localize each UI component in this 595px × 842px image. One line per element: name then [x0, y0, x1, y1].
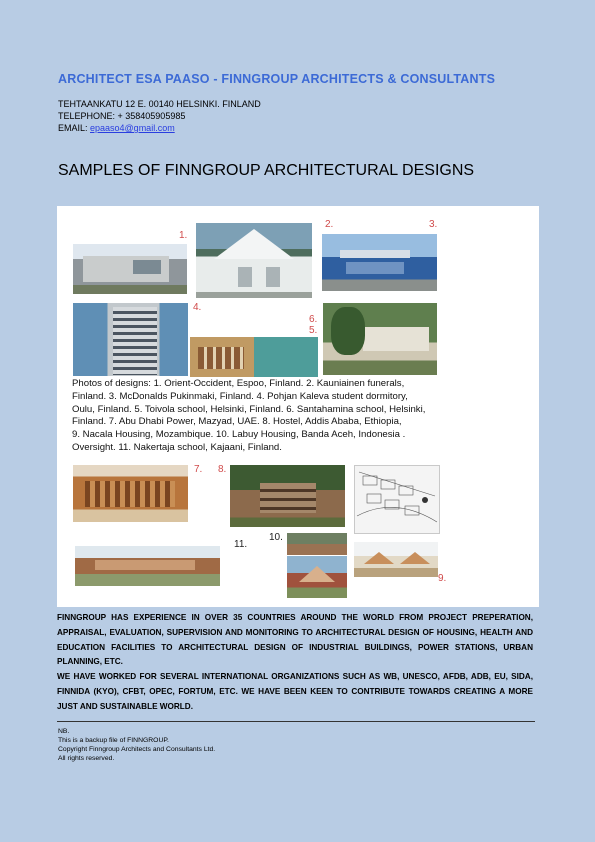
- photo-number-3: 3.: [429, 219, 438, 230]
- photo-nacala-site-plan: [354, 465, 440, 534]
- photo-nakertaja-school: [75, 546, 220, 586]
- site-plan-drawing: [355, 466, 439, 533]
- footer-rights: All rights reserved.: [58, 755, 115, 762]
- photo-nacala-housing: [354, 542, 438, 577]
- email-link[interactable]: epaaso4@gmail.com: [90, 123, 175, 133]
- photo-mcdonalds: [322, 234, 437, 291]
- address-line: TEHTAANKATU 12 E. 00140 HELSINKI. FINLAND: [58, 99, 261, 109]
- photo-labuy-housing: [287, 533, 347, 555]
- photo-number-8: 8.: [218, 464, 227, 475]
- photo-toivola-school: [190, 337, 318, 377]
- photo-kauniainen-funerals: [196, 223, 312, 298]
- photo-number-2: 2.: [325, 219, 334, 230]
- photo-abu-dhabi-power: [73, 465, 188, 522]
- photo-santahamina-school: [323, 303, 437, 375]
- photo-number-4: 4.: [193, 302, 202, 313]
- photo-orient-occident: [73, 244, 187, 294]
- footer-backup-note: This is a backup file of FINNGROUP.: [58, 737, 169, 744]
- telephone-line: TELEPHONE: + 358405905985: [58, 111, 186, 121]
- photo-number-9: 9.: [438, 573, 447, 584]
- footer-copyright: Copyright Finngroup Architects and Consultants Ltd.: [58, 746, 216, 753]
- email-label: EMAIL:: [58, 123, 91, 133]
- footer-divider: [57, 721, 535, 722]
- photo-number-10: 10.: [269, 532, 283, 543]
- organizations-paragraph: WE HAVE WORKED FOR SEVERAL INTERNATIONAL ORGANIZATIONS SUCH AS WB, UNESCO, AFDB, ADB, EU, SIDA, FINNIDA (KYO), CFBT, OPEC, FORTUM, ETC. WE HAVE BEEN KEEN TO CONTRIBUTE TOWARDS CREATING A MORE JUST AND SUSTAINABLE WORLD.: [57, 672, 533, 711]
- experience-paragraph: FINNGROUP HAS EXPERIENCE IN OVER 35 COUNTRIES AROUND THE WORLD FROM PROJECT PREPERATION, APPRAISAL, EVALUATION, SUPERVISION AND MONITORING TO ARCHITECTURAL DESIGN OF HOUSING, HEALTH AND EDUCATION FACILITIES TO ARCHITECTURAL DESIGN OF INDUSTRIAL BUILDINGS, POWER STATIONS, URBAN PLANNING, ETC.: [57, 613, 533, 667]
- photo-number-5: 5.: [309, 325, 318, 336]
- footer-nb: NB.: [58, 728, 70, 735]
- company-description: [57, 611, 533, 715]
- photo-number-1: 1.: [179, 230, 188, 241]
- photo-pohjan-kaleva-dormitory: [73, 303, 188, 376]
- photo-labuy-housing-2: [287, 556, 347, 598]
- email-line: [58, 123, 175, 133]
- photo-number-7: 7.: [194, 464, 203, 475]
- photo-number-6: 6.: [309, 314, 318, 325]
- photo-number-11: 11.: [234, 539, 248, 550]
- section-title: SAMPLES OF FINNGROUP ARCHITECTURAL DESIGNS: [58, 162, 475, 179]
- company-title: ARCHITECT ESA PAASO - FINNGROUP ARCHITECTS & CONSULTANTS: [58, 72, 496, 86]
- photo-hostel-addis-ababa: [230, 465, 345, 527]
- photo-caption: Photos of designs: 1. Orient-Occident, Espoo, Finland. 2. Kauniainen funerals, Finland. 3. McDonalds Pukinmaki, Finland. 4. Pohjan Kaleva student dormitory, Oulu, Finland. 5. Toivola school, Helsinki, Finland. 6. Santahamina school, Helsinki, Finland. 7. Abu Dhabi Power, Mazyad, UAE. 8. Hostel, Addis Ababa, Ethiopia, 9. Nacala Housing, Mozambique. 10. Labuy Housing, Banda Aceh, Indonesia . Oversight. 11. Nakertaja school, Kajaani, Finland.: [72, 378, 426, 453]
- design-photos-panel: [57, 206, 539, 607]
